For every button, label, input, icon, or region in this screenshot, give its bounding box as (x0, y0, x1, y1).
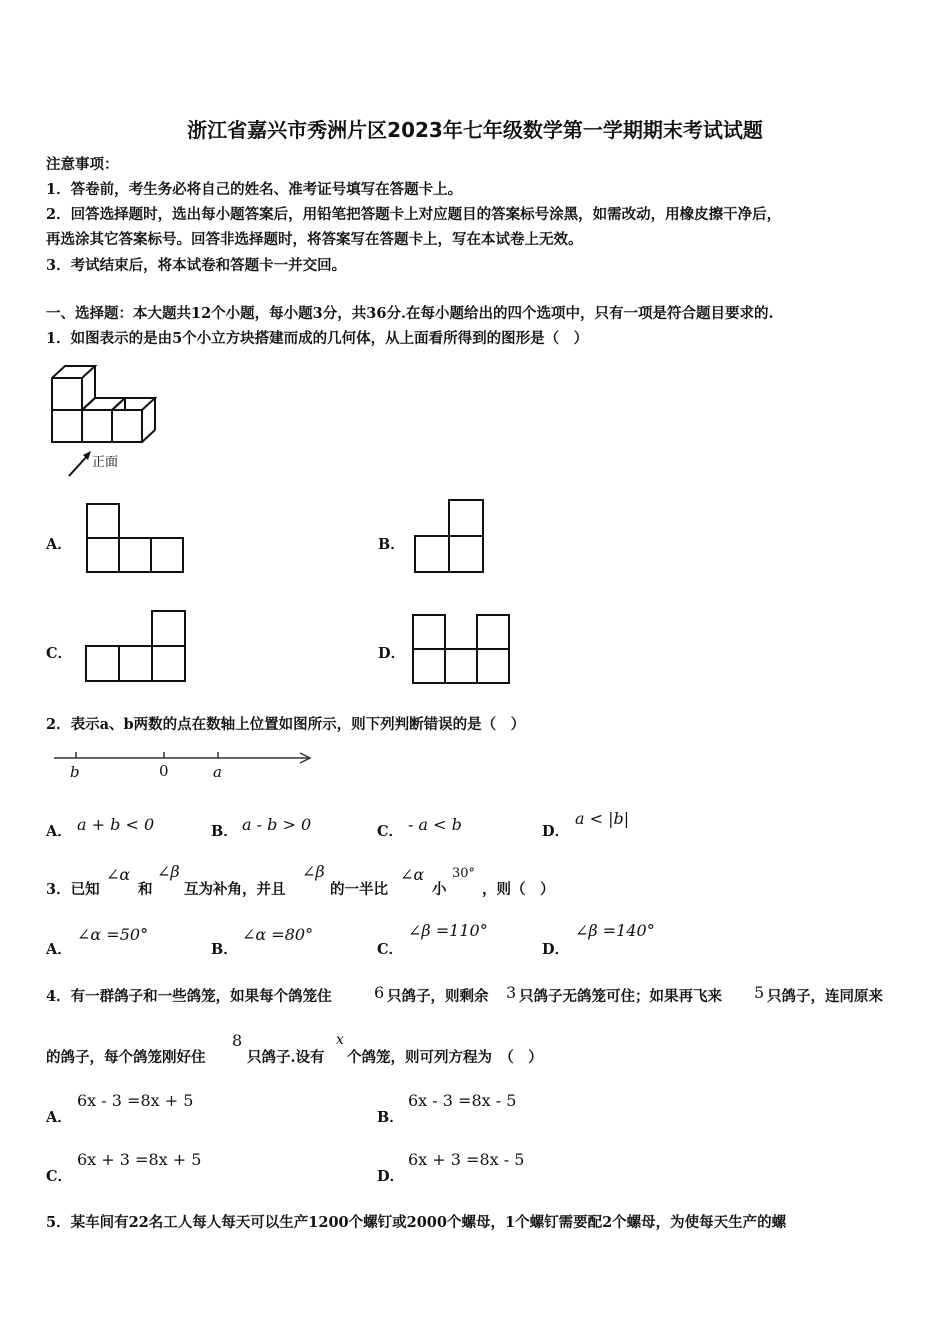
q3-angle-alpha: ∠α (106, 865, 131, 884)
q3-option-a-label[interactable]: A． (46, 941, 72, 958)
notice-item: 3．考试结束后，将本试卷和答题卡一并交回。 (46, 257, 347, 274)
q4-option-a-label[interactable]: A． (46, 1109, 72, 1126)
q1-option-b-label[interactable]: B． (378, 536, 405, 553)
q3-text: 的一半比 (330, 881, 388, 898)
q1-option-c-figure[interactable] (84, 609, 188, 683)
front-label: 正面 (92, 455, 119, 470)
q4-option-c-expr[interactable]: 6x + 3 =8x + 5 (77, 1150, 202, 1169)
q4-option-b-label[interactable]: B． (377, 1109, 404, 1126)
q2-option-d-expr[interactable]: a < |b| (575, 809, 630, 828)
question-4-stem: 4．有一群鸽子和一些鸽笼，如果每个鸽笼住 (46, 988, 332, 1005)
q3-option-c-label[interactable]: C． (377, 941, 404, 958)
q3-option-d-expr[interactable]: ∠β =140° (575, 921, 655, 940)
q4-variable: x (336, 1032, 344, 1048)
q1-option-a-figure[interactable] (85, 502, 185, 574)
question-3-stem: 3．已知 (46, 881, 100, 898)
q1-option-b-figure[interactable] (413, 498, 485, 574)
q3-option-a-expr[interactable]: ∠α =50° (77, 925, 149, 944)
q2-option-a-expr[interactable]: a + b < 0 (77, 815, 155, 834)
q4-text: 的鸽子，每个鸽笼刚好住 (46, 1049, 206, 1066)
q1-option-a-label[interactable]: A． (46, 536, 72, 553)
q4-text: 只鸽子，则剩余 (387, 988, 489, 1005)
q3-text: 小 (432, 881, 447, 898)
q2-option-c-expr[interactable]: - a < b (408, 815, 462, 834)
q3-angle-beta: ∠β (157, 862, 180, 881)
q4-option-b-expr[interactable]: 6x - 3 =8x - 5 (408, 1091, 517, 1110)
q3-option-c-expr[interactable]: ∠β =110° (408, 921, 488, 940)
page-title: 浙江省嘉兴市秀洲片区2023年七年级数学第一学期期末考试试题 (187, 118, 763, 142)
section-heading: 一、选择题：本大题共12个小题，每小题3分，共36分.在每小题给出的四个选项中，只有一项是符合题目要求的. (46, 305, 774, 322)
q3-option-b-label[interactable]: B． (211, 941, 238, 958)
question-5-stem: 5．某车间有22名工人每人每天可以生产1200个螺钉或2000个螺母，1个螺钉需要配2个螺母，为使每天生产的螺 (46, 1214, 787, 1231)
notice-item: 2．回答选择题时，选出每小题答案后，用铅笔把答题卡上对应题目的答案标号涂黑，如需改动，用橡皮擦干净后， (46, 206, 782, 223)
q2-number-line (52, 748, 314, 782)
q4-text: 只鸽子.设有 (247, 1049, 325, 1066)
axis-label-a: a (213, 763, 222, 781)
notice-item: 1．答卷前，考生务必将自己的姓名、准考证号填写在答题卡上。 (46, 181, 463, 198)
q4-number: 5 (754, 983, 765, 1002)
q4-number: 6 (374, 983, 385, 1002)
q3-option-d-label[interactable]: D． (542, 941, 570, 958)
q2-option-a-label[interactable]: A． (46, 823, 72, 840)
q4-number: 3 (506, 983, 517, 1002)
axis-label-0: 0 (159, 762, 169, 780)
q4-option-d-label[interactable]: D． (377, 1168, 405, 1185)
q3-text: 和 (138, 881, 153, 898)
q4-number: 8 (232, 1031, 243, 1050)
q2-option-d-label[interactable]: D． (542, 823, 570, 840)
notice-item: 再选涂其它答案标号。回答非选择题时，将答案写在答题卡上，写在本试卷上无效。 (46, 231, 583, 248)
q2-option-b-label[interactable]: B． (211, 823, 238, 840)
notice-heading: 注意事项： (46, 156, 119, 173)
question-2-stem: 2．表示a、b两数的点在数轴上位置如图所示，则下列判断错误的是（ ） (46, 716, 526, 733)
question-1-stem: 1．如图表示的是由5个小立方块搭建而成的几何体，从上面看所得到的图形是（ ） (46, 330, 589, 347)
q4-text: 只鸽子无鸽笼可住；如果再飞来 (519, 988, 722, 1005)
q3-text: ，则（ ） (482, 881, 555, 898)
q3-angle-alpha: ∠α (400, 865, 425, 884)
q3-text: 互为补角，并且 (184, 881, 286, 898)
q3-angle-beta: ∠β (302, 862, 325, 881)
q4-option-c-label[interactable]: C． (46, 1168, 73, 1185)
q4-option-a-expr[interactable]: 6x - 3 =8x + 5 (77, 1091, 194, 1110)
q4-text: 个鸽笼，则可列方程为 （ ） (347, 1049, 543, 1066)
q2-option-b-expr[interactable]: a - b > 0 (242, 815, 312, 834)
q2-option-c-label[interactable]: C． (377, 823, 404, 840)
q1-option-c-label[interactable]: C． (46, 645, 73, 662)
q4-option-d-expr[interactable]: 6x + 3 =8x - 5 (408, 1150, 525, 1169)
q4-text: 只鸽子，连同原来 (767, 988, 883, 1005)
axis-label-b: b (70, 763, 80, 781)
q1-option-d-label[interactable]: D． (378, 645, 406, 662)
q3-angle-value: 30° (452, 866, 476, 881)
q3-option-b-expr[interactable]: ∠α =80° (242, 925, 314, 944)
q1-option-d-figure[interactable] (411, 613, 513, 685)
